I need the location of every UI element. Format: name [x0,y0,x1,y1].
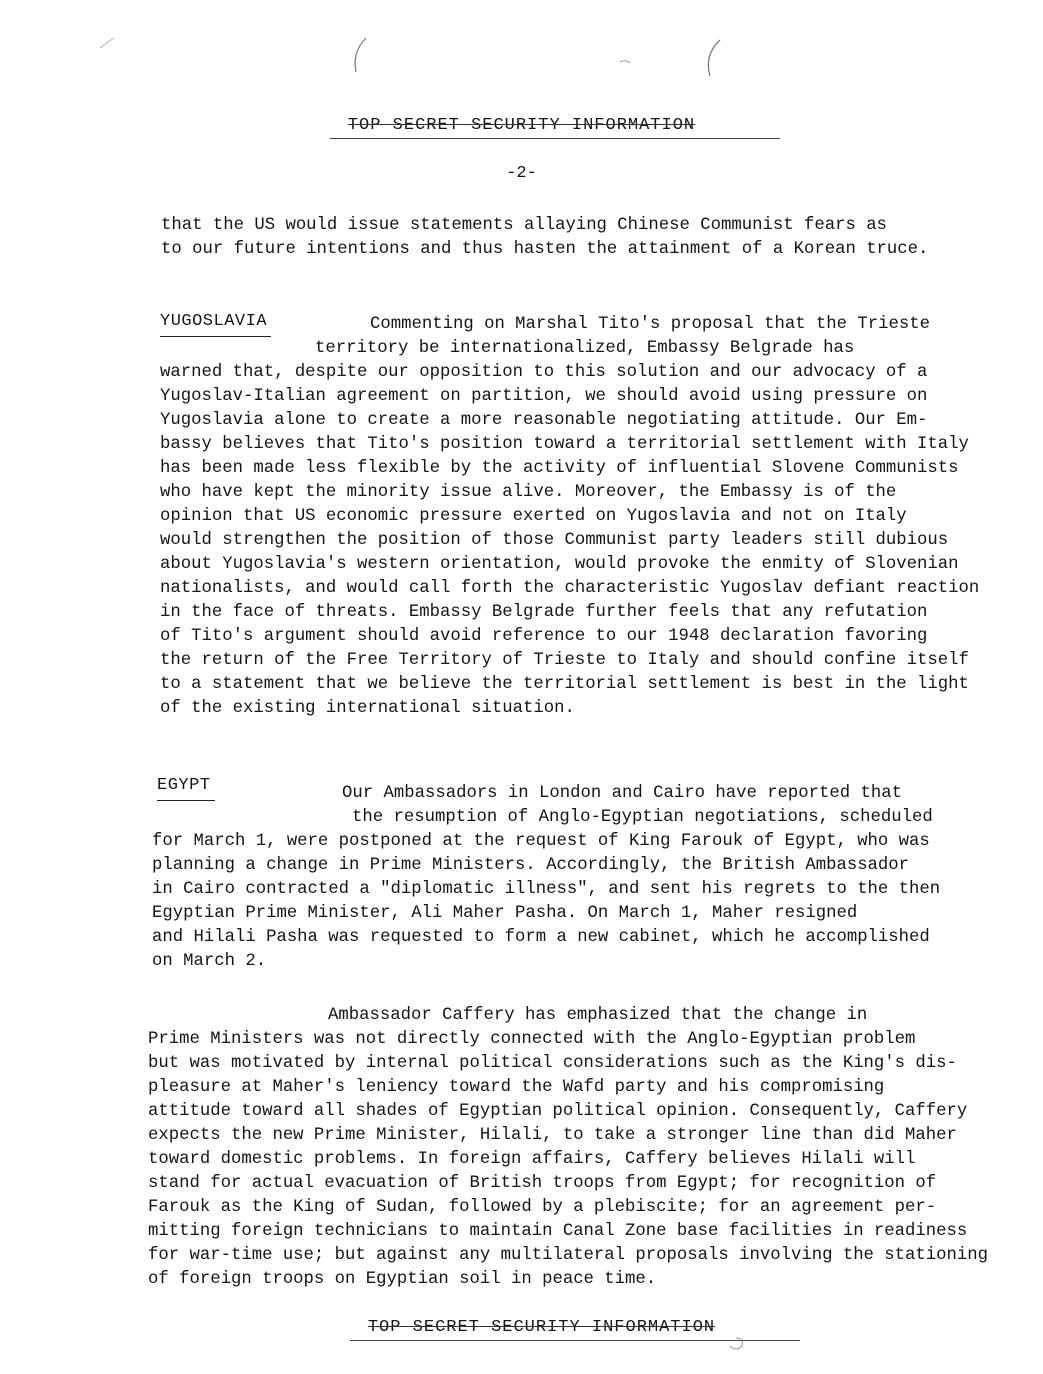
egypt-paragraph-2 [148,1004,988,1292]
text-line: Farouk as the King of Sudan, followed by a plebiscite; for an agreement per- [148,1198,937,1217]
text-line: for March 1, were postponed at the request of King Farouk of Egypt, who was [152,832,930,851]
text-line: Yugoslavia alone to create a more reasonable negotiating attitude. Our Em- [160,411,928,430]
text-line: for war-time use; but against any multilateral proposals involving the stationing [148,1246,989,1265]
text-line: but was motivated by internal political considerations such as the King's dis- [148,1054,957,1073]
text-line: stand for actual evacuation of British troops from Egypt; for recognition of [148,1174,937,1193]
text-line: in the face of threats. Embassy Belgrade further feels that any refutation [160,603,928,622]
scan-speck [100,38,114,48]
scan-speck [620,61,630,63]
text-line: Commenting on Marshal Tito's proposal that the Trieste [370,315,931,334]
text-line: who have kept the minority issue alive. Moreover, the Embassy is of the [160,483,897,502]
text-line: pleasure at Maher's leniency toward the Wafd party and his compromising [148,1078,885,1097]
hole-punch-mark-right [708,40,720,76]
text-line: Yugoslav-Italian agreement on partition, we should avoid using pressure on [160,387,928,406]
text-line: the return of the Free Territory of Trieste to Italy and should confine itself [160,651,969,670]
classification-header: TOP SECRET SECURITY INFORMATION [0,116,1043,135]
text-line: attitude toward all shades of Egyptian political opinion. Consequently, Caffery [148,1102,968,1121]
text-line: toward domestic problems. In foreign affairs, Caffery believes Hilali will [148,1150,916,1169]
text-line: territory be internationalized, Embassy Belgrade has [315,339,855,358]
text-line: of the existing international situation. [160,699,575,718]
text-line: would strengthen the position of those Communist party leaders still dubious [160,531,949,550]
text-line: Prime Ministers was not directly connected with the Anglo-Egyptian problem [148,1030,916,1049]
text-line: of foreign troops on Egyptian soil in peace time. [148,1270,657,1289]
text-line: in Cairo contracted a "diplomatic illness", and sent his regrets to the then [152,880,941,899]
text-line: warned that, despite our opposition to this solution and our advocacy of a [160,363,928,382]
text-line: Egyptian Prime Minister, Ali Maher Pasha. On March 1, Maher resigned [152,904,858,923]
text-line: Our Ambassadors in London and Cairo have reported that [342,784,903,803]
text-line: bassy believes that Tito's position toward a territorial settlement with Italy [160,435,969,454]
text-line: that the US would issue statements allaying Chinese Communist fears as [161,216,887,235]
text-line: expects the new Prime Minister, Hilali, to take a stronger line than did Maher [148,1126,957,1145]
text-line: to our future intentions and thus hasten the attainment of a Korean truce. [161,240,929,259]
text-line: of Tito's argument should avoid reference to our 1948 declaration favoring [160,627,928,646]
text-line: planning a change in Prime Ministers. Accordingly, the British Ambassador [152,856,910,875]
text-line: to a statement that we believe the territorial settlement is best in the light [160,675,969,694]
hole-punch-mark-left [355,38,366,72]
text-line: mitting foreign technicians to maintain Canal Zone base facilities in readiness [148,1222,968,1241]
intro-paragraph [161,214,928,262]
yugoslavia-paragraph [160,313,979,721]
page-number: -2- [506,164,537,183]
text-line: has been made less flexible by the activity of influential Slovene Communists [160,459,959,478]
text-line: Ambassador Caffery has emphasized that the change in [328,1006,868,1025]
section-heading-egypt: EGYPT [157,776,211,795]
egypt-paragraph-1 [152,782,940,974]
section-heading-yugoslavia: YUGOSLAVIA [160,312,268,331]
text-line: the resumption of Anglo-Egyptian negotiations, scheduled [352,808,933,827]
text-line: opinion that US economic pressure exerted on Yugoslavia and not on Italy [160,507,907,526]
text-line: on March 2. [152,952,267,971]
classification-footer: TOP SECRET SECURITY INFORMATION [20,1318,1043,1337]
text-line: about Yugoslavia's western orientation, would provoke the enmity of Slovenian [160,555,959,574]
text-line: and Hilali Pasha was requested to form a new cabinet, which he accomplished [152,928,930,947]
text-line: nationalists, and would call forth the characteristic Yugoslav defiant reaction [160,579,980,598]
